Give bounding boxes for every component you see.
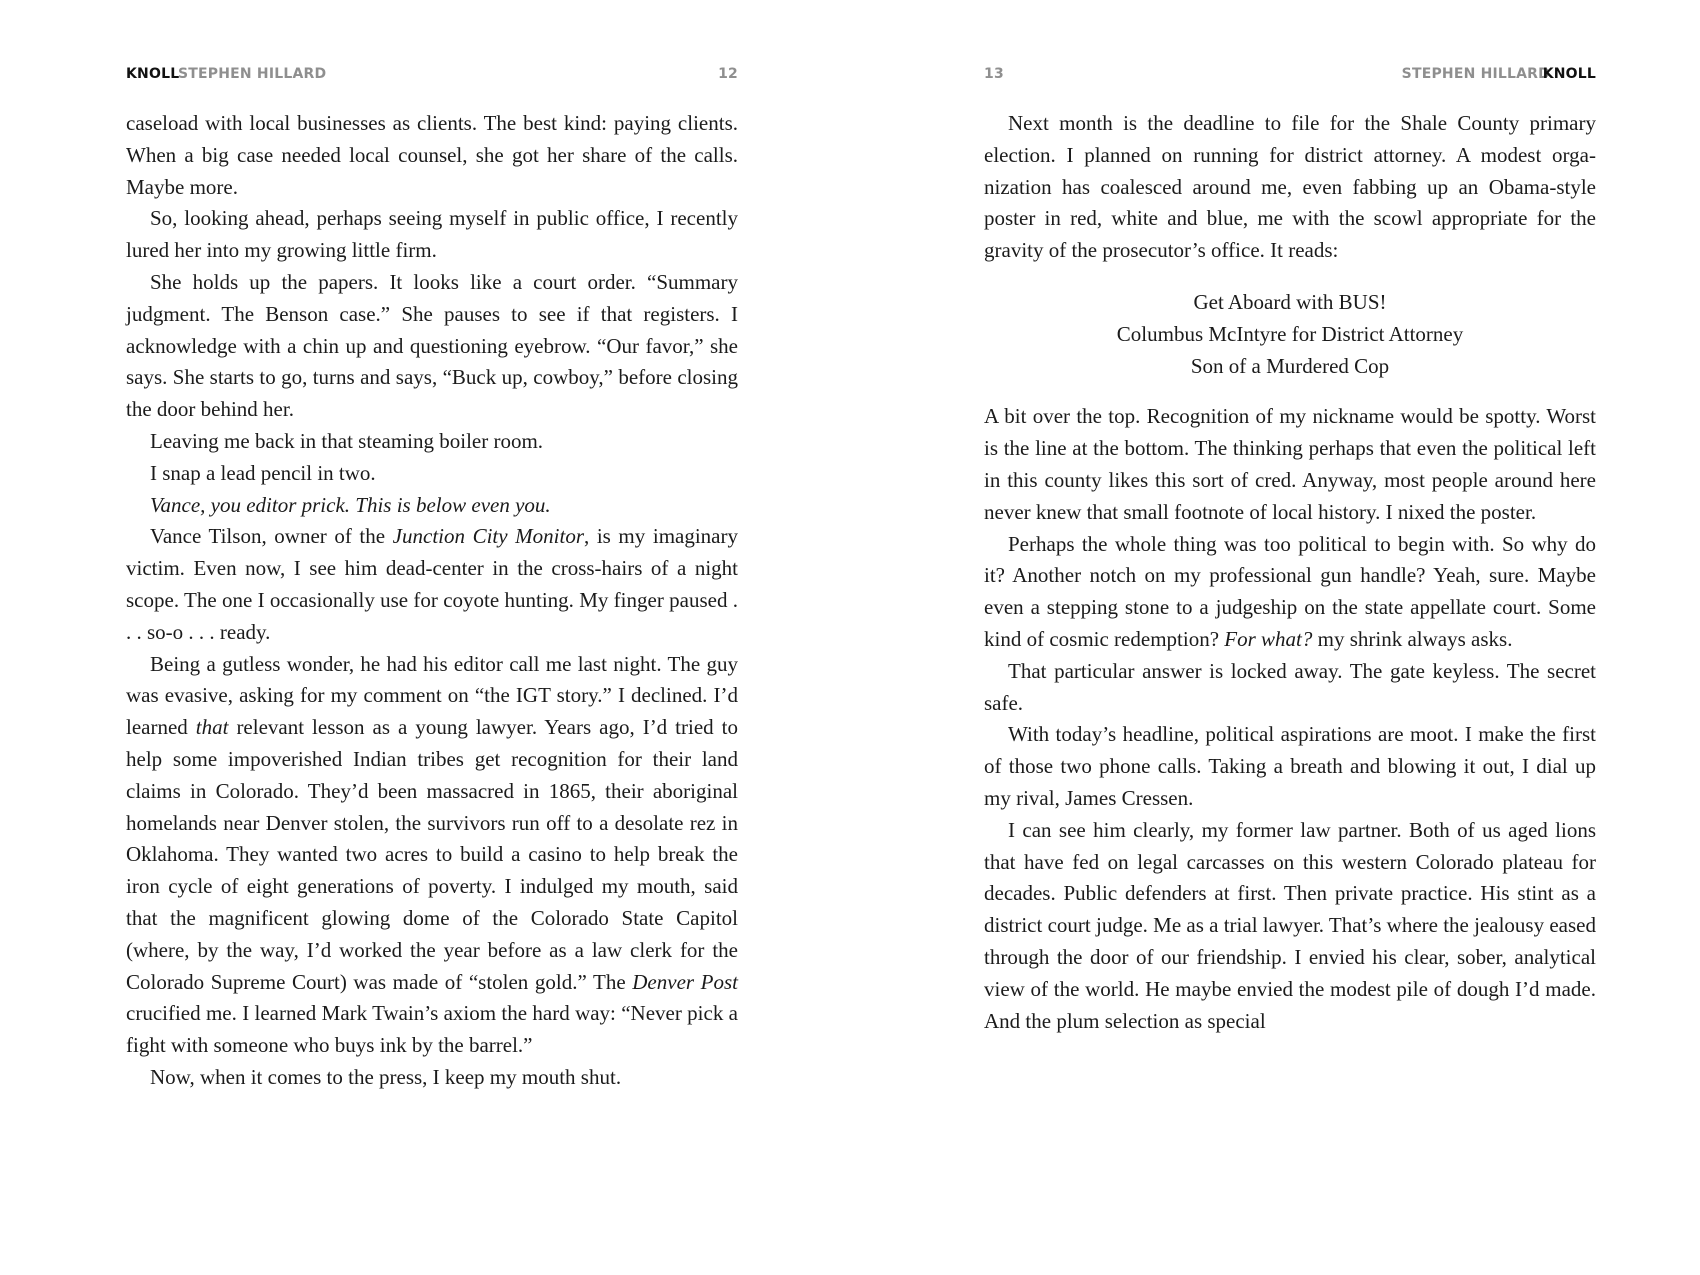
paragraph: caseload with local businesses as clients. The best kind: paying clients. When a big case needed local counsel, she got her share of the calls. Maybe more. <box>126 111 738 199</box>
right-page-body <box>984 108 1596 1037</box>
book-title: KNOLL <box>126 66 180 82</box>
text-run: Vance Tilson, owner of the <box>150 524 393 549</box>
paragraph: That particular answer is locked away. The gate keyless. The secret safe. <box>984 658 1596 715</box>
right-page <box>984 0 1596 1275</box>
text-run: relevant lesson as a young lawyer. Years ago, I’d tried to help some impoverished Indian tribes get recognition for their land claims in Colorado. They’d been massacred in 1865, their aboriginal homelands near Denver stolen, the survivors run off to a desolate rez in Oklahoma. They wanted two acres to build a casino to help break the iron cycle of eight generations of poverty. I indulged my mouth, said that the magnificent glowing dome of the Colorado State Capitol (where, by the way, I’d worked the year before as a law clerk for the Colorado Supreme Court) was made of “stolen gold.” The <box>126 715 738 994</box>
italic-thought: Vance, you editor prick. This is below even you. <box>150 492 551 517</box>
paragraph: She holds up the papers. It looks like a court order. “Summary judgment. The Benson case.” She pauses to see if that registers. I acknowledge with a chin up and questioning eyebrow. “Our favor,” she says. She starts to go, turns and says, “Buck up, cowboy,” before closing the door behind her. <box>126 269 738 422</box>
page-number: 13 <box>984 66 1004 82</box>
text-run: Perhaps the whole thing was too political to begin with. So why do it? Another notch on my professional gun handle? Yeah, sure. Maybe even a stepping stone to a judgeship on the state appellate court. Some kind of cosmic redemption? <box>984 531 1596 651</box>
paragraph-italic <box>126 490 738 522</box>
paragraph: I snap a lead pencil in two. <box>150 460 376 485</box>
left-page <box>126 0 738 1275</box>
poster-line: Columbus McIntyre for District Attorney <box>1116 321 1464 346</box>
paragraph: Leaving me back in that steaming boiler room. <box>150 428 544 453</box>
author-name: STEPHEN HILLARD <box>178 66 327 82</box>
poster-line: Get Aboard with BUS! <box>1193 289 1387 314</box>
poster-line: Son of a Murdered Cop <box>1190 353 1390 378</box>
paragraph: Next month is the deadline to file for the Shale County primary election. I planned on running for district attorney. A modest organization has coalesced around me, even fabbing up an Obama-style poster in red, white and blue, me with the scowl appropriate for the gravity of the prosecutor’s office. It reads: <box>984 111 1596 263</box>
left-page-body <box>126 108 738 1094</box>
campaign-poster-text <box>984 287 1596 382</box>
paragraph: A bit over the top. Recognition of my nickname would be spotty. Worst is the line at the bottom. The thinking perhaps that even the political left in this county likes this sort of cred. Anyway, most people around here never knew that small footnote of local history. I nixed the poster. <box>984 404 1596 524</box>
text-run: Being a gutless wonder, he had his editor call me last night. The guy was evasive, asking for my comment on “the IGT story.” I declined. I’d learned <box>126 651 738 740</box>
paragraph: With today’s headline, political aspirations are moot. I make the first of those two phone calls. Taking a breath and blowing it out, I dial up my rival, James Cressen. <box>984 722 1596 810</box>
book-title: KNOLL <box>1542 66 1596 82</box>
paragraph <box>984 529 1596 656</box>
emphasis: that <box>195 715 229 740</box>
paragraph: Now, when it comes to the press, I keep my mouth shut. <box>150 1064 622 1089</box>
emphasis: For what? <box>1224 626 1313 651</box>
author-name: STEPHEN HILLARD <box>1401 66 1550 82</box>
newspaper-title: Junction City Monitor <box>392 524 584 549</box>
left-running-header <box>126 66 738 90</box>
newspaper-title: Denver Post <box>632 969 738 994</box>
right-running-header <box>984 66 1596 90</box>
text-run: my shrink always asks. <box>1312 626 1513 651</box>
paragraph <box>126 649 738 1062</box>
paragraph <box>126 521 738 648</box>
text-run: crucified me. I learned Mark Twain’s axiom the hard way: “Never pick a fight with someone who buys ink by the barrel.” <box>126 1001 738 1058</box>
text-run: , is my imaginary victim. Even now, I see him dead-center in the cross-hairs of a night scope. The one I occasionally use for coyote hunting. My finger paused . . . so-o . . . ready. <box>126 524 738 644</box>
paragraph: I can see him clearly, my former law partner. Both of us aged lions that have fed on legal carcasses on this western Colorado plateau for decades. Public defenders at first. Then private practice. His stint as a district court judge. Me as a trial lawyer. That’s where the jealousy eased through the door of our friendship. I envied his clear, sober, analytical view of the world. He maybe envied the modest pile of dough I’d made. And the plum selection as special <box>984 817 1596 1033</box>
page-number: 12 <box>718 66 738 82</box>
paragraph: So, looking ahead, perhaps seeing myself in public office, I recently lured her into my growing little firm. <box>126 206 738 263</box>
